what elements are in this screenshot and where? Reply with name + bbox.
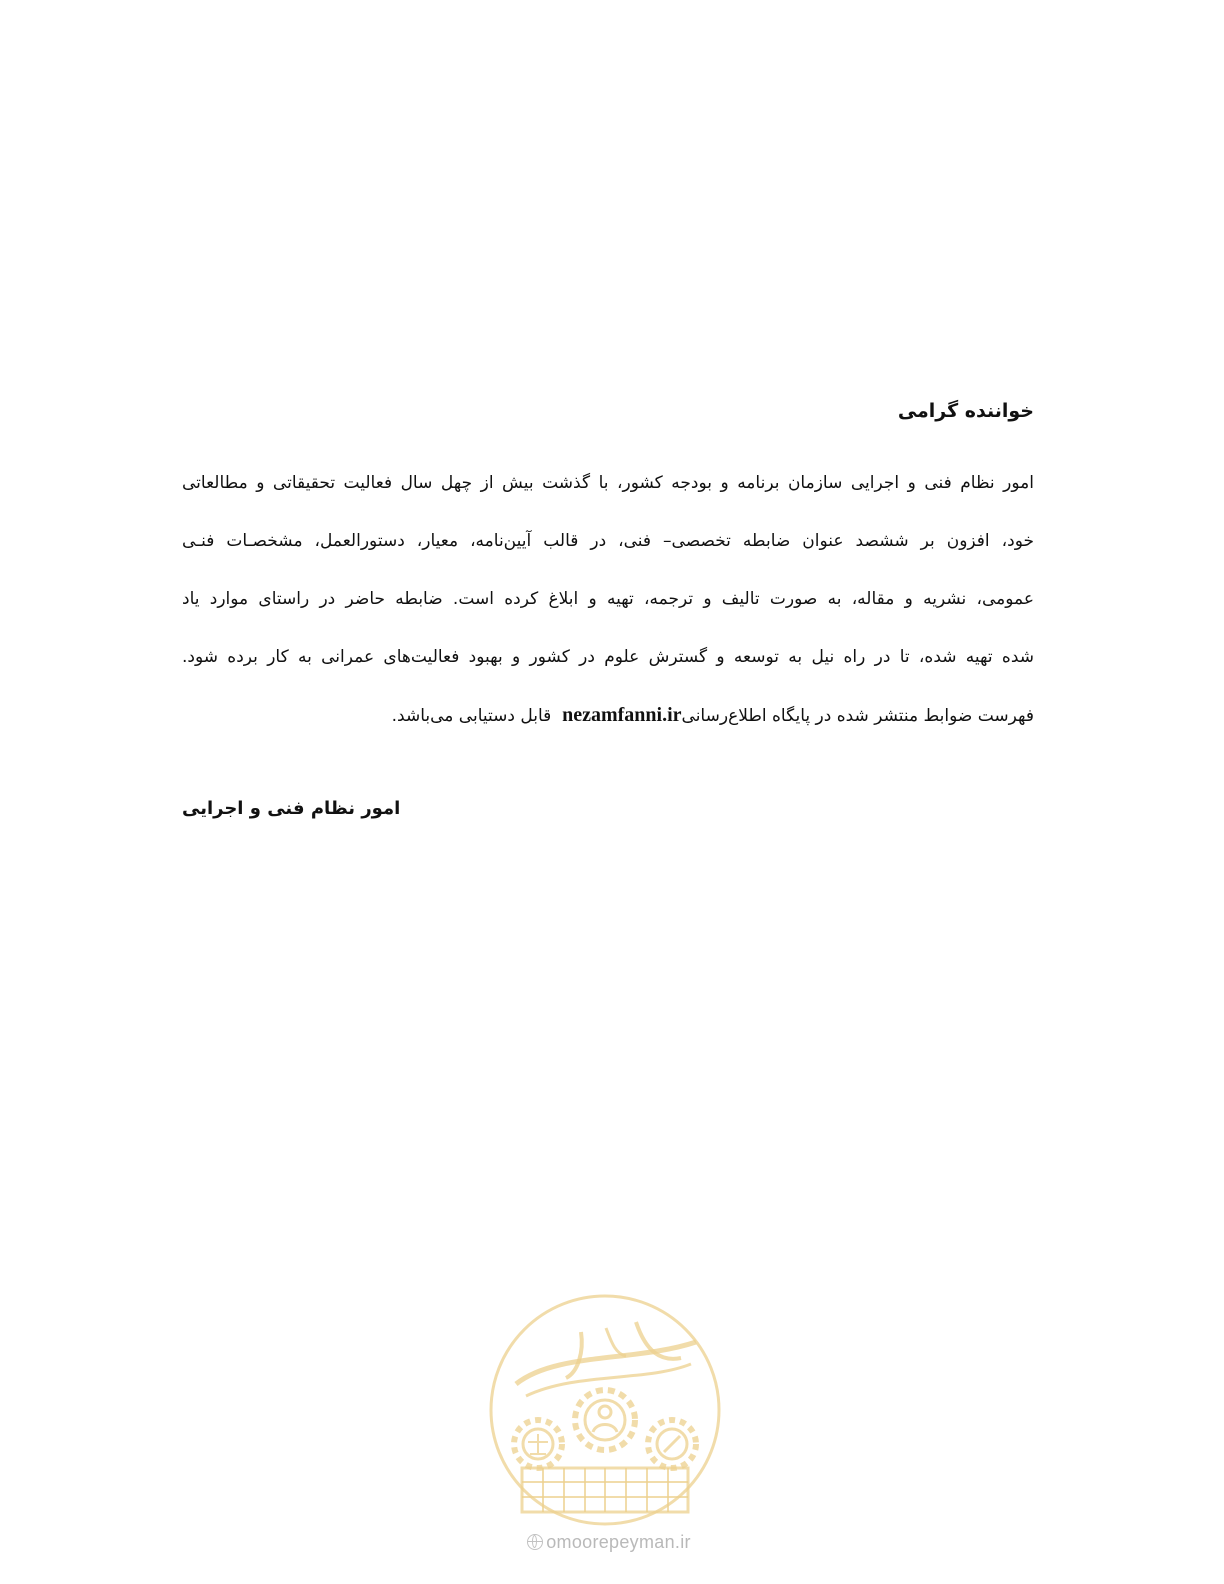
greeting-heading: خواننده گرامی	[897, 400, 1034, 422]
watermark-seal	[486, 1292, 724, 1532]
body-line-5-before: فهرست ضوابط منتشر شده در پایگاه اطلاع‌رسانی	[681, 706, 1034, 726]
globe-icon	[527, 1534, 543, 1550]
website-link[interactable]: nezamfanni.ir	[562, 704, 682, 726]
watermark-caption-text: omoorepeyman.ir	[546, 1532, 691, 1552]
letter-content	[182, 393, 1034, 759]
body-line-2: خود، افزون بر ششصد عنوان ضابطه تخصصی– فنی، در قالب آیین‌نامه، معیار، دستورالعمل، مشخصـات فنـی	[182, 531, 1034, 551]
signature: امور نظام فنی و اجرایی	[182, 798, 401, 819]
body-line-5-after: قابل دستیابی می‌باشد.	[391, 706, 552, 726]
body-line-1: امور نظام فنی و اجرایی سازمان برنامه و بودجه کشور، با گذشت بیش از چهل سال فعالیت تحقیقاتی و مطالعاتی	[182, 473, 1034, 493]
seal-logo-icon	[486, 1292, 724, 1532]
watermark-caption	[494, 1532, 724, 1553]
body-line-5	[182, 701, 1034, 759]
letter-body	[182, 469, 1034, 759]
body-line-3: عمومی، نشریه و مقاله، به صورت تالیف و ترجمه، تهیه و ابلاغ کرده است. ضابطه حاضر در راستای موارد یاد	[182, 589, 1034, 609]
body-line-4: شده تهیه شده، تا در راه نیل به توسعه و گسترش علوم در کشور و بهبود فعالیت‌های عمرانی به کار برده شود.	[182, 647, 1034, 667]
